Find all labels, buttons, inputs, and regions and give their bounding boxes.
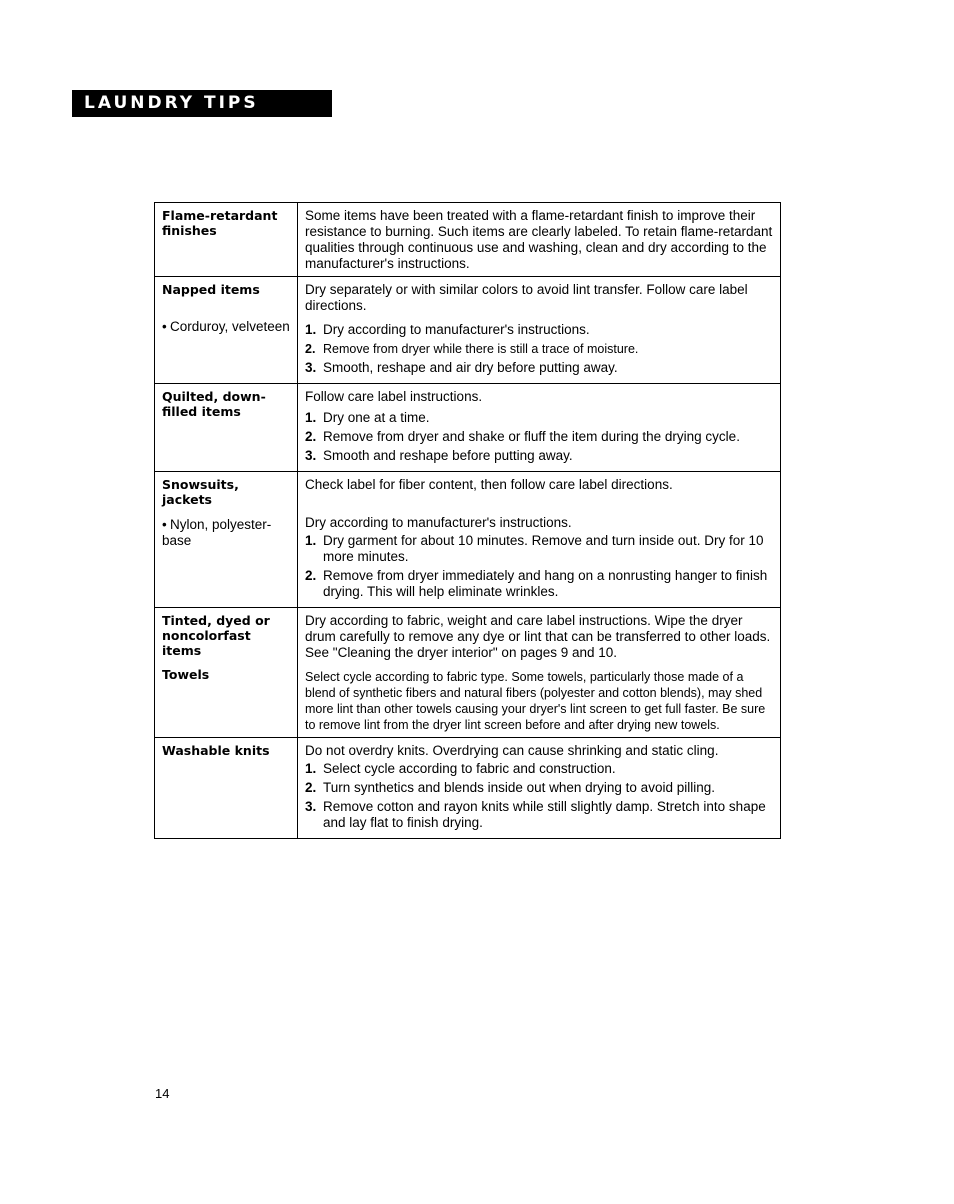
list-item: 3. Smooth, reshape and air dry before putting away.	[305, 360, 618, 375]
row-label: Flame-retardant finishes	[162, 208, 278, 238]
row-content-cell	[298, 277, 781, 384]
bullet-icon: •	[162, 319, 167, 334]
row-label-cell	[155, 738, 298, 839]
list-item: 3. Remove cotton and rayon knits while still slightly damp. Stretch into shape and lay flat to finish drying.	[305, 799, 766, 830]
row-label-secondary: Towels	[162, 667, 210, 682]
section-title-banner	[72, 90, 332, 117]
section-title: LAUNDRY TIPS	[84, 93, 259, 113]
table-row	[155, 608, 781, 738]
row-label-cell	[155, 608, 298, 738]
row-intro: Some items have been treated with a flame-retardant finish to improve their resistance to burning. Such items are clearly labeled. To retain flame-retardant qualities through continuous use and washing, clean and dry according to the manufacturer's instructions.	[305, 208, 773, 271]
row-content-cell	[298, 738, 781, 839]
list-item: 2. Turn synthetics and blends inside out when drying to avoid pilling.	[305, 780, 715, 795]
list-item: 1. Dry garment for about 10 minutes. Remove and turn inside out. Dry for 10 more minutes.	[305, 533, 764, 564]
row-intro: Dry according to fabric, weight and care label instructions. Wipe the dryer drum carefully to remove any dye or lint that can be transferred to other loads. See "Cleaning the dryer interior" on pages 9 and 10.	[305, 613, 771, 660]
row-intro: Dry separately or with similar colors to avoid lint transfer. Follow care label directions.	[305, 282, 748, 313]
list-item: 1. Dry according to manufacturer's instructions.	[305, 322, 590, 337]
laundry-tips-table	[154, 202, 781, 839]
step-list	[305, 322, 773, 376]
list-item: 2. Remove from dryer while there is still a trace of moisture.	[305, 342, 639, 356]
bullet-icon: •	[162, 517, 167, 532]
list-item: 2. Remove from dryer and shake or fluff the item during the drying cycle.	[305, 429, 740, 444]
list-item: 2. Remove from dryer immediately and hang on a nonrusting hanger to finish drying. This will help eliminate wrinkles.	[305, 568, 768, 599]
list-item: 3. Smooth and reshape before putting away.	[305, 448, 573, 463]
table-row	[155, 277, 781, 384]
row-intro: Check label for fiber content, then follow care label directions.	[305, 477, 673, 492]
row-label-cell	[155, 384, 298, 472]
list-item: 1. Dry one at a time.	[305, 410, 430, 425]
row-content-cell	[298, 203, 781, 277]
row-label: Tinted, dyed or noncolorfast items	[162, 613, 270, 658]
row-content-cell	[298, 384, 781, 472]
row-label: Washable knits	[162, 743, 270, 758]
row-label: Napped items	[162, 282, 260, 297]
row-label: Snowsuits, jackets	[162, 477, 239, 507]
table-row	[155, 472, 781, 608]
row-sub-label	[162, 517, 290, 549]
row-content-cell	[298, 472, 781, 608]
row-label-cell	[155, 277, 298, 384]
row-label-cell	[155, 472, 298, 608]
page-number: 14	[155, 1086, 170, 1101]
table-row	[155, 384, 781, 472]
row-intro: Follow care label instructions.	[305, 389, 483, 404]
row-intro: Do not overdry knits. Overdrying can cause shrinking and static cling.	[305, 743, 719, 758]
row-label-cell	[155, 203, 298, 277]
step-list	[305, 533, 773, 600]
list-item: 1. Select cycle according to fabric and construction.	[305, 761, 616, 776]
step-list	[305, 761, 773, 831]
row-sub-label	[162, 319, 290, 335]
row-label: Quilted, down-filled items	[162, 389, 266, 419]
row-intro-secondary: Select cycle according to fabric type. Some towels, particularly those made of a blend of synthetic fibers and natural fibers (polyester and cotton blends), may shed more lint than other towels causing your dryer's lint screen to get full faster. Be sure to remove lint from the dryer lint screen before and after drying new towels.	[305, 670, 766, 732]
row-content-cell	[298, 608, 781, 738]
table-row	[155, 738, 781, 839]
table-row	[155, 203, 781, 277]
sub-label-text: Nylon, polyester-base	[162, 517, 272, 548]
sub-label-text: Corduroy, velveteen	[170, 319, 290, 334]
row-intro-secondary: Dry according to manufacturer's instructions.	[305, 515, 572, 530]
step-list	[305, 410, 773, 464]
